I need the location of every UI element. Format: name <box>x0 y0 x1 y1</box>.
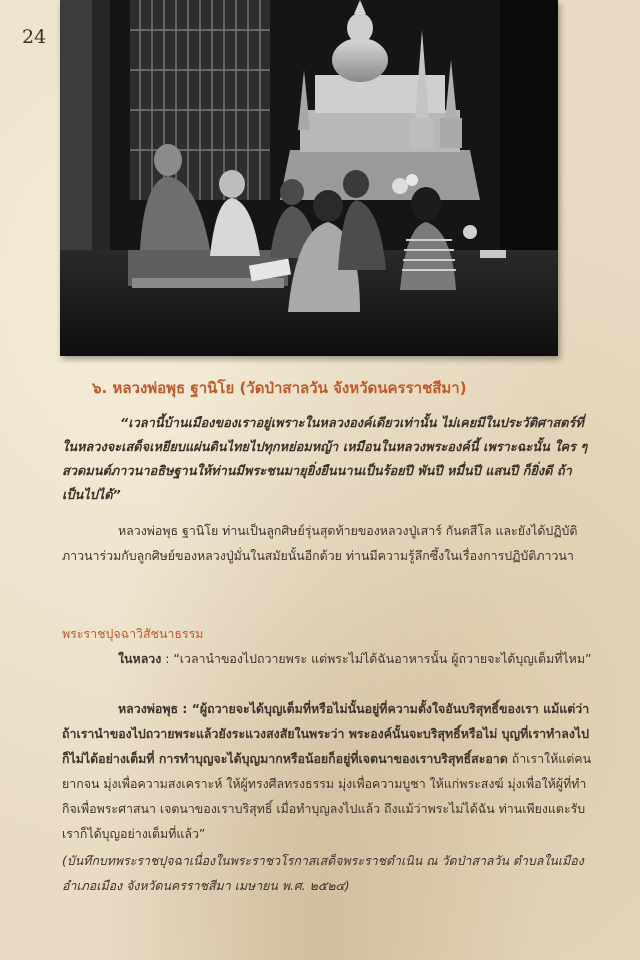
dialog-subheading: พระราชปุจฉาวิสัชนาธรรม <box>62 626 204 641</box>
question-text: : “เวลานำของไปถวายพระ แต่พระไม่ได้ฉันอาหารนั้น ผู้ถวายจะได้บุญเต็มที่ไหม” <box>161 651 592 666</box>
temple-photo <box>60 0 558 356</box>
answer-bold-text: : “ผู้ถวายจะได้บุญเต็มที่หรือไม่นั้นอยู่ที่ความตั้งใจอันบริสุทธิ์ของเรา แม้แต่ว่าถ้าเรานำของไปถวายพระแล้วยังระแวงสงสัยในพระว่า พระองค์นั้นจะบริสุทธิ์หรือไม่ บุญที่เราทำลงไปก็ไม่ได้อย่างเต็มที่ การทำบุญจะได้บุญมากหรือน้อยก็อยู่ที่เจตนาของเราบริสุทธิ์สะอาด <box>62 701 590 766</box>
answer-text: ถ้าเราให้แต่คนยากจน มุ่งเพื่อความสงเคราะห์ ให้ผู้ทรงศีลทรงธรรม มุ่งเพื่อความบูชา ให้แก่พระสงฆ์ มุ่งเพื่อให้ผู้ที่ทำกิจเพื่อพระศาสนา เจตนาของเราบริสุทธิ์ เมื่อทำบุญลงไปแล้ว ถึงแม้ว่าพระไม่ได้ฉัน ท่านเพียงแตะรับ เราก็ได้บุญอย่างเต็มที่แล้ว” <box>62 751 592 841</box>
section-heading: ๖. หลวงพ่อพุธ ฐานิโย (วัดป่าสาลวัน จังหวัดนครราชสีมา) <box>92 379 467 397</box>
biography-paragraph: หลวงพ่อพุธ ฐานิโย ท่านเป็นลูกศิษย์รุ่นสุดท้ายของหลวงปู่เสาร์ กันตสีโล และยังได้ปฏิบัติภาวนาร่วมกับลูกศิษย์ของหลวงปู่มั่นในสมัยนั้นอีกด้วย ท่านมีความรู้ลึกซึ้งในเรื่องการปฏิบัติภาวนา <box>62 523 578 563</box>
citation-note: (บันทึกบทพระราชปุจฉาเนื่องในพระราชวโรกาสเสด็จพระราชดำเนิน ณ วัดป่าสาลวัน ตำบลในเมือง อำเภอเมือง จังหวัดนครราชสีมา เมษายน พ.ศ. ๒๕๒๔) <box>62 853 584 893</box>
answer-paragraph <box>62 696 594 846</box>
royal-quote: “เวลานี้บ้านเมืองของเราอยู่เพราะในหลวงองค์เดียวเท่านั้น ไม่เคยมีในประวัติศาสตร์ที่ในหลวงจะเสด็จเหยียบแผ่นดินไทยไปทุกหย่อมหญ้า เหมือนในหลวงพระองค์นี้ เพราะฉะนั้น ใคร ๆ สวดมนต์ภาวนาอธิษฐานให้ท่านมีพระชนมายุยิ่งยืนนานเป็นร้อยปี พันปี หมื่นปี แสนปี ก็ยิ่งดี ถ้าเป็นไปได้” <box>62 416 588 503</box>
temple-photo-icon <box>60 0 558 356</box>
question-paragraph <box>62 646 594 671</box>
speaker-king: ในหลวง <box>118 651 162 666</box>
page-number: 24 <box>22 26 47 48</box>
speaker-monk: หลวงพ่อพุธ <box>118 701 179 716</box>
